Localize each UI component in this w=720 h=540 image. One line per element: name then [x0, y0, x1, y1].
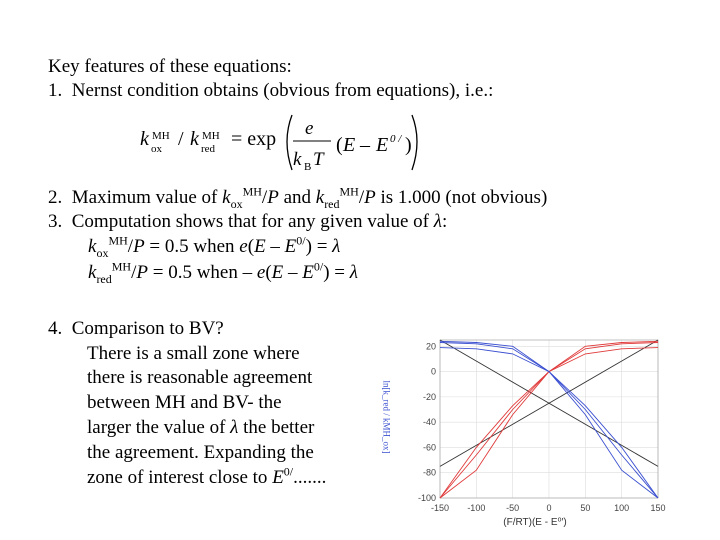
chart-y-axis-label-box: [370, 380, 398, 458]
eq-kb-sub: B: [304, 161, 312, 173]
item-3a-open: (: [247, 236, 255, 257]
item-2-ox: ox: [230, 196, 243, 211]
nernst-equation: [135, 112, 435, 174]
item-3a-E0: E: [284, 236, 297, 257]
item-4-line-4-b: the better: [238, 417, 315, 438]
chart-gridlines: [440, 340, 658, 498]
eq-red-sub: red: [201, 143, 216, 155]
item-3-number: 3.: [48, 211, 63, 232]
item-3a-when: = 0.5 when: [144, 236, 240, 257]
item-4-line-6-b: .......: [293, 467, 327, 488]
eq-E0-sup: 0 /: [390, 133, 402, 145]
eq-exp: = exp: [231, 128, 277, 150]
chart-y-tick-label: -20: [422, 391, 436, 402]
eq-open-paren: (: [336, 134, 343, 156]
item-2-p: P: [267, 187, 279, 208]
item-3a-E: E: [254, 236, 266, 257]
eq-slash: /: [178, 128, 184, 150]
eq-right-paren: [412, 115, 417, 170]
item-2-k: k: [222, 187, 231, 208]
chart-x-axis-label: (F/RT)(E - E⁰′): [503, 517, 567, 528]
item-3a-e: e: [239, 236, 248, 257]
item-3b-eq: ) =: [323, 262, 350, 283]
item-3b: [88, 259, 358, 286]
eq-kb-k: k: [293, 149, 302, 170]
chart-y-tick-label: -80: [422, 467, 436, 478]
item-3a-k: k: [88, 236, 97, 257]
eq-E: E: [343, 134, 356, 156]
chart-y-tick-label: 20: [425, 341, 436, 352]
item-2-k2: k: [315, 187, 325, 208]
item-3a-lambda: λ: [332, 236, 341, 257]
item-2-mh: MH: [242, 184, 262, 199]
chart-x-tick-label: -50: [506, 503, 520, 513]
item-3a: [88, 233, 341, 260]
mh-bv-comparison-chart: [350, 328, 680, 536]
eq-e: e: [305, 118, 314, 139]
item-3b-p: P: [136, 262, 148, 283]
chart-y-tick-label: -60: [422, 442, 436, 453]
item-2-number: 2.: [48, 187, 63, 208]
item-4-line-5: the agreement. Expanding the: [87, 442, 314, 463]
item-3a-slash: /: [127, 236, 134, 257]
item-4-number: 4.: [48, 318, 63, 339]
eq-t: T: [313, 149, 324, 170]
item-4-E: E: [272, 467, 284, 488]
item-3a-sup: 0/: [296, 233, 306, 248]
item-2-and: and: [278, 187, 316, 208]
item-1-text: Nernst condition obtains (obvious from equations), i.e.:: [71, 80, 494, 101]
eq-minus: –: [360, 134, 370, 156]
item-2-text-a: Maximum value of: [71, 187, 223, 208]
item-4-lambda: λ: [230, 417, 239, 438]
item-4: [48, 318, 224, 340]
item-3b-e: e: [256, 262, 266, 283]
item-3: [48, 211, 447, 233]
item-3b-mh: MH: [111, 259, 132, 274]
item-2-red: red: [324, 196, 340, 211]
chart-x-tick-label: 150: [650, 503, 666, 513]
item-4-line-6-a: zone of interest close to: [87, 467, 273, 488]
item-3b-k: k: [88, 262, 97, 283]
item-3a-minus: –: [265, 236, 285, 257]
item-3a-eq: ) =: [305, 236, 333, 257]
item-4-line-4: [87, 417, 314, 439]
item-2-slash2: /: [358, 187, 365, 208]
item-4-line-6: [87, 464, 327, 489]
eq-ox-sub: ox: [151, 143, 162, 155]
chart-x-tick-label: 100: [614, 503, 630, 513]
heading: Key features of these equations:: [48, 56, 292, 77]
item-2-slash: /: [261, 187, 268, 208]
item-3b-open: (: [265, 262, 272, 283]
item-3b-minus: –: [283, 262, 303, 283]
item-3b-slash: /: [131, 262, 137, 283]
item-3a-p: P: [133, 236, 145, 257]
item-2-text-b: is 1.000 (not obvious): [375, 187, 548, 208]
item-3b-E: E: [271, 262, 284, 283]
item-3b-red: red: [96, 271, 112, 286]
item-3-lambda: λ: [433, 211, 442, 232]
chart-y-tick-label: -40: [422, 417, 436, 428]
eq-k-red: k: [190, 128, 199, 150]
chart-y-tick-label: -100: [417, 493, 436, 503]
item-1: [48, 80, 493, 102]
chart-y-tick-label: 0: [430, 366, 436, 377]
chart-x-tick-label: -150: [430, 503, 450, 513]
chart-x-tick-label: 0: [546, 503, 552, 513]
item-4-sup: 0/: [283, 464, 294, 479]
item-3a-mh: MH: [108, 233, 128, 248]
chart-x-tick-label: -100: [467, 503, 486, 513]
item-3b-lambda: λ: [349, 262, 358, 283]
item-4-line-3: between MH and BV- the: [87, 392, 282, 413]
eq-mh-red: MH: [202, 130, 220, 142]
item-3-text: Computation shows that for any given value of: [71, 211, 434, 232]
item-3b-when: = 0.5 when –: [148, 262, 257, 283]
eq-k-ox: k: [140, 128, 149, 150]
item-2: [48, 184, 548, 211]
item-4-line-1: There is a small zone where: [87, 343, 300, 364]
chart-left-mask: [345, 340, 365, 500]
item-3a-ox: ox: [96, 245, 109, 260]
eq-mh-ox: MH: [152, 130, 170, 142]
item-1-number: 1.: [48, 80, 63, 101]
item-4-line-4-a: larger the value of: [87, 417, 231, 438]
eq-left-paren: [287, 115, 292, 170]
item-4-title: Comparison to BV?: [71, 318, 224, 339]
item-2-mh2: MH: [339, 184, 359, 199]
item-4-line-2: there is reasonable agreement: [87, 367, 313, 388]
item-3-colon: :: [441, 211, 448, 232]
item-2-p2: P: [364, 187, 376, 208]
chart-x-tick-label: 50: [580, 503, 591, 513]
item-3b-E0: E: [302, 262, 314, 283]
chart-y-axis-label: ln[k_red / kMH_ox]: [381, 380, 392, 454]
eq-close-paren: ): [405, 134, 412, 156]
item-3b-sup: 0/: [313, 259, 324, 274]
eq-E0: E: [376, 134, 389, 156]
